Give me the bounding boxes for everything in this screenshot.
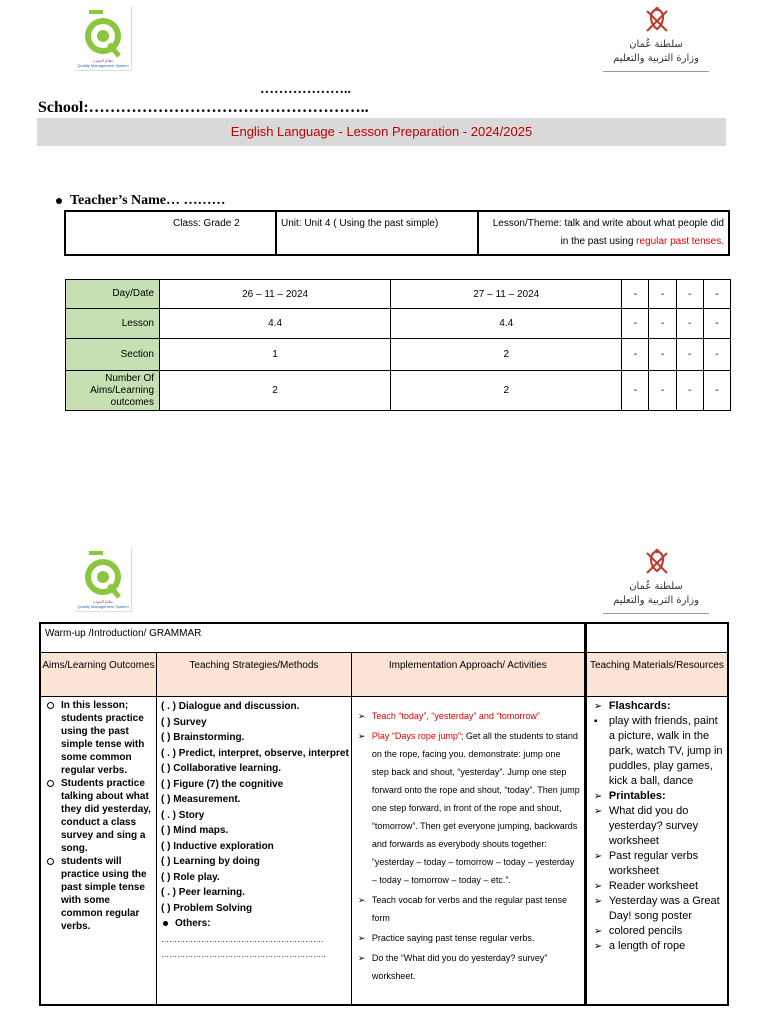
class-value: Class: Grade 2 — [173, 218, 240, 229]
header-materials — [585, 653, 728, 697]
strategy-item: ( ) Collaborative learning. — [161, 763, 282, 774]
material-item — [593, 879, 723, 894]
strategy-item: ( . ) Dialogue and discussion. — [161, 701, 300, 712]
material-item — [593, 699, 723, 714]
activity-text: ; Get all the students to stand on the rope, facing you. demonstrate: jump one step back and shout, “yesterday”. Jump one step forward onto the rope and shout, “today”. Then jump one step forward, in front of the rope and shout, “tomorrow”. Then get everyone jumping, backwards and forwards as everybody shouts together: “yesterday – today – tomorrow – today – yesterday – today – tomorrow – today – etc.”. — [371, 731, 580, 885]
material-text: Reader worksheet — [608, 880, 699, 892]
schedule-cell: - — [703, 371, 730, 411]
plan-title-blank — [585, 623, 728, 653]
aim-item: Students practice talking about what they did yesterday, conduct a class survey and sing a song. — [61, 778, 151, 854]
schedule-row-label: Section — [66, 339, 160, 371]
activity-text: Practice saying past tense regular verbs. — [371, 933, 535, 943]
activity-item — [356, 929, 580, 947]
strategy-item: ( ) Mind maps. — [161, 825, 229, 836]
schedule-cell: - — [649, 280, 676, 309]
schedule-cell: - — [622, 309, 649, 339]
schedule-cell: - — [703, 280, 730, 309]
material-item — [593, 789, 723, 804]
quality-logo-caption-en: Quality Management System — [77, 63, 129, 68]
aims-cell — [40, 697, 157, 1005]
schedule-cell: - — [703, 309, 730, 339]
plan-title: Warm-up /Introduction/ GRAMMAR — [45, 628, 202, 639]
strategy-item: ( ) Role play. — [161, 871, 220, 883]
strategies-cell — [157, 697, 352, 1005]
top-dots: ……………….. — [260, 82, 351, 97]
strategy-item: ( ) Learning by doing — [161, 856, 260, 867]
material-text: Yesterday was a Great Day! song poster — [608, 895, 720, 922]
emblem-icon — [643, 5, 671, 35]
schedule-cell: - — [676, 309, 703, 339]
material-text: What did you do yesterday? survey worksheet — [608, 805, 699, 847]
info-theme-cell — [478, 211, 729, 255]
aims-list — [43, 699, 152, 933]
header-aims — [40, 653, 157, 697]
material-text: Past regular verbs worksheet — [608, 850, 699, 877]
aim-item: students will practice using the past simple tense with some common regular verbs. — [61, 855, 152, 933]
arrow-bullet-icon: ➢ — [357, 933, 366, 943]
schedule-cell: - — [622, 339, 649, 371]
strategy-item: …………………………………………………….. — [161, 950, 326, 959]
arrow-bullet-icon: ➢ — [593, 926, 603, 937]
arrow-bullet-icon: ➢ — [593, 851, 603, 862]
schedule-cell: 4.4 — [391, 309, 622, 339]
activity-red-text: Play “Days rope jump” — [371, 731, 461, 741]
quality-logo-caption-ar: نظام الجودة — [92, 599, 114, 604]
ministry-logo — [603, 5, 709, 72]
quality-q-icon — [75, 547, 131, 599]
strategy-item: ( . ) Peer learning. — [161, 887, 245, 898]
arrow-bullet-icon: ➢ — [593, 941, 603, 952]
schedule-cell: 26 – 11 – 2024 — [160, 280, 391, 309]
unit-value: Unit: Unit 4 ( Using the past simple) — [281, 218, 439, 229]
ministry-logo-2 — [603, 547, 709, 614]
activity-item — [356, 891, 580, 927]
arrow-bullet-icon: ➢ — [593, 881, 603, 892]
class-info-table — [64, 210, 730, 256]
emblem-icon — [643, 547, 671, 577]
strategy-item: ……………………………………………………. — [161, 934, 324, 944]
material-item — [593, 924, 723, 939]
arrow-bullet-icon: ➢ — [357, 731, 366, 741]
schedule-cell: - — [622, 280, 649, 309]
strategy-item: ( ) Figure (7) the cognitive — [161, 778, 284, 790]
arrow-bullet-icon: ➢ — [593, 806, 603, 817]
arrow-bullet-icon: ➢ — [593, 896, 603, 907]
header-strategies — [157, 653, 352, 697]
header-implementation — [351, 653, 585, 697]
strategy-item: ( ) Problem Solving — [161, 902, 253, 914]
header-aims-label: Aims/Learning Outcomes — [42, 660, 155, 671]
schedule-row-label: Number Of Aims/Learning outcomes — [66, 371, 160, 411]
quality-logo-2 — [75, 547, 132, 612]
header-strategies-label: Teaching Strategies/Methods — [189, 660, 319, 671]
schedule-table — [65, 279, 731, 411]
square-bullet-icon: ▪ — [593, 716, 598, 727]
implementation-cell — [351, 697, 585, 1005]
teacher-name-label: Teacher’s Name… ……… — [70, 193, 226, 208]
info-blank-cell — [65, 211, 169, 255]
schedule-cell: 2 — [160, 371, 391, 411]
plan-title-cell — [40, 623, 585, 653]
schedule-row-label: Lesson — [66, 309, 160, 339]
strategy-item: ( . ) Story — [161, 809, 205, 821]
activity-text: Do the “What did you do yesterday? survey” worksheet. — [371, 953, 548, 981]
schedule-cell: 4.4 — [160, 309, 391, 339]
strategy-item: ( . ) Predict, interpret, observe, interpret — [161, 747, 349, 759]
material-item — [593, 804, 723, 849]
arrow-bullet-icon: ➢ — [357, 895, 366, 905]
strategy-item — [161, 916, 349, 932]
ministry-line1: سلطنة عُمان — [629, 39, 683, 50]
ministry-line2: وزارة التربية والتعليم — [613, 53, 699, 64]
aim-item: In this lesson; students practice using the past simple tense with some common regular verbs. — [61, 699, 152, 777]
quality-logo-caption-ar: نظام الجودة — [92, 58, 114, 63]
activity-text: Teach vocab for verbs and the regular past tense form — [371, 895, 567, 923]
activity-red-text: Teach “today”, “yesterday” and “tomorrow” — [371, 711, 540, 721]
banner-title: English Language - Lesson Preparation - 2024/2025 — [37, 118, 726, 146]
material-text: Flashcards: — [608, 700, 671, 712]
schedule-cell: - — [676, 371, 703, 411]
material-item — [593, 714, 723, 789]
material-item — [593, 894, 723, 924]
header-implementation-label: Implementation Approach/ Activities — [388, 660, 547, 671]
schedule-cell: - — [676, 280, 703, 309]
theme-text-red: regular past tenses. — [636, 236, 724, 247]
strategy-others-label: Others: — [175, 918, 211, 929]
info-unit-cell — [276, 211, 478, 255]
ministry-line2: وزارة التربية والتعليم — [613, 595, 699, 606]
arrow-bullet-icon: ➢ — [593, 791, 603, 802]
theme-text: Lesson/Theme: talk and write about what people did in the past using — [492, 218, 724, 247]
material-text: play with friends, paint a picture, walk in the park, watch TV, jump in puddles, play games, kick a ball, dance — [608, 715, 723, 787]
bullet-icon — [163, 921, 168, 926]
ministry-line1: سلطنة عُمان — [629, 581, 683, 592]
strategy-item: ( ) Survey — [161, 716, 207, 728]
schedule-cell: - — [649, 339, 676, 371]
schedule-cell: - — [622, 371, 649, 411]
strategy-item: ( ) Inductive exploration — [161, 840, 274, 852]
schedule-cell: 1 — [160, 339, 391, 371]
quality-logo-caption-en: Quality Management System — [77, 604, 129, 609]
quality-logo — [75, 6, 132, 71]
teacher-name — [56, 193, 226, 209]
material-text: colored pencils — [608, 925, 683, 937]
school-field: School:…………………………………………….. — [38, 99, 369, 116]
schedule-cell: 2 — [391, 371, 622, 411]
arrow-bullet-icon: ➢ — [593, 701, 603, 712]
lesson-plan-table — [39, 622, 729, 1006]
info-class-cell — [169, 211, 276, 255]
schedule-cell: - — [649, 309, 676, 339]
materials-cell — [585, 697, 728, 1005]
schedule-cell: 27 – 11 – 2024 — [391, 280, 622, 309]
schedule-cell: - — [703, 339, 730, 371]
header-materials-label: Teaching Materials/Resources — [589, 660, 724, 671]
activity-item — [356, 727, 580, 889]
activity-item — [356, 707, 580, 725]
schedule-cell: 2 — [391, 339, 622, 371]
activity-item — [356, 949, 580, 985]
schedule-cell: - — [649, 371, 676, 411]
arrow-bullet-icon: ➢ — [357, 711, 366, 721]
strategy-item: ( ) Brainstorming. — [161, 732, 245, 743]
strategy-item: ( ) Measurement. — [161, 794, 241, 805]
material-item — [593, 939, 723, 954]
bullet-icon — [56, 198, 62, 204]
schedule-row-label: Day/Date — [66, 280, 160, 309]
arrow-bullet-icon: ➢ — [357, 953, 366, 963]
quality-q-icon — [75, 6, 131, 58]
material-text: Printables: — [608, 790, 666, 802]
material-item — [593, 849, 723, 879]
schedule-cell: - — [676, 339, 703, 371]
material-text: a length of rope — [608, 940, 686, 952]
